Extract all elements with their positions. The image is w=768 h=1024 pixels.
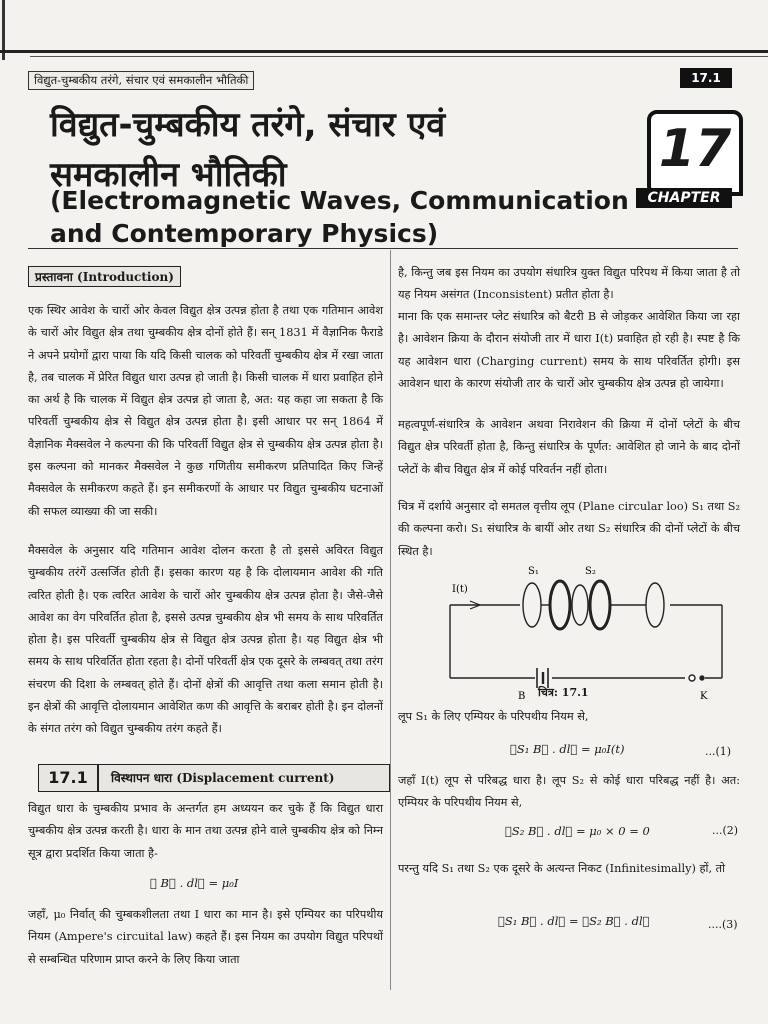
- header-rule: [0, 50, 768, 53]
- section-17-1-heading: [38, 764, 390, 792]
- breadcrumb: विद्युत-चुम्बकीय तरंगे, संचार एवं समकालीन भौतिकी: [28, 71, 254, 90]
- right-paragraph-2: माना कि एक समान्तर प्लेट संधारित्र को बैटरी B से जोड़कर आवेशित किया जा रहा है। आवेशन क्रिया के दौरान संयोजी तार में धारा I(t) प्रवाहित हो रही है। स्पष्ट है कि यह आवेशन धारा (Charging current) समय के साथ परिवर्तित होगी। इस आवेशन धारा के कारण संयोजी तार के चारों ओर चुम्बकीय क्षेत्र उत्पन्न हो जायेगा।: [398, 310, 740, 390]
- intro-paragraph-2: मैक्सवेल के अनुसार यदि गतिमान आवेश दोलन करता है तो इससे अविरत विद्युत चुम्बकीय तरंगें उत्सर्जित होती हैं। इसका कारण यह है कि दोलायमान आवेश की गति त्वरित होती है। एक त्वरित आवेश के चारों ओर चुम्बकीय क्षेत्र उत्पन्न होता है। जैसे-जैसे आवेश का वेग परिवर्तित होता है, इससे उत्पन्न चुम्बकीय क्षेत्र भी समय के साथ परिवर्तित होता है। इस परिवर्ती चुम्बकीय क्षेत्र से विद्युत क्षेत्र उत्पन्न होता है। यह विद्युत क्षेत्र भी समय के साथ परिवर्तित होता रहता है। दोनों परिवर्ती क्षेत्र एक दूसरे के लम्बवत् तथा तरंग संचरण की दिशा के लम्बवत् होते हैं। दोनों क्षेत्रों की आवृत्ति तथा कला समान होती है। इन क्षेत्रों की आवृत्ति दोलायमान आवेशित कण की आवृत्ति के बराबर होती है। इन दोलनों के संगत तरंग को विद्युत चुम्बकीय तरंग कहते हैं।: [28, 544, 383, 736]
- equation-2: ∮S₂ B⃗ . dl⃗ = μ₀ × 0 = 0: [505, 824, 650, 838]
- equation-3-number: ....(3): [708, 918, 738, 931]
- equation-1: ∮S₁ B⃗ . dl⃗ = μ₀I(t): [510, 742, 625, 756]
- chapter-number: 17: [658, 119, 732, 179]
- title-english-line2: and Contemporary Physics): [50, 219, 439, 248]
- equation-ampere: ∮ B⃗ . dl⃗ = μ₀I: [150, 876, 239, 890]
- chapter-label: CHAPTER: [636, 188, 732, 208]
- label-battery: B: [518, 691, 526, 700]
- key-contact-left: [689, 675, 695, 681]
- section-17-1-number: 17.1: [39, 765, 99, 791]
- loop-s1: [523, 583, 541, 627]
- figure-capacitor-circuit: [440, 560, 730, 700]
- right-paragraph-1: है, किन्तु जब इस नियम का उपयोग संधारित्र युक्त विद्युत परिपथ में किया जाता है तो यह नियम असंगत (Inconsistent) प्रतीत होता है।: [398, 266, 740, 302]
- displacement-paragraph-1: विद्युत धारा के चुम्बकीय प्रभाव के अन्तर्गत हम अध्ययन कर चुके हैं कि विद्युत धारा चुम्बकीय क्षेत्र उत्पन्न करती है। धारा के मान तथा उत्पन्न होने वाले चुम्बकीय क्षेत्र को निम्न सूत्र द्वारा प्रदर्शित किया जाता है-: [28, 802, 383, 860]
- section-17-1-title: विस्थापन धारा (Displacement current): [111, 771, 335, 785]
- title-hindi-line2: समकालीन भौतिकी: [50, 155, 287, 195]
- label-s2: S₂: [585, 566, 596, 577]
- title-divider: [28, 248, 738, 249]
- right-paragraph-5: लूप S₁ के लिए एम्पियर के परिपथीय नियम से,: [398, 710, 589, 723]
- intro-heading: प्रस्तावना (Introduction): [28, 266, 181, 287]
- right-paragraph-7: परन्तु यदि S₁ तथा S₂ एक दूसरे के अत्यन्त निकट (Infinitesimally) हों, तो: [398, 862, 725, 875]
- intro-paragraph-1: एक स्थिर आवेश के चारों ओर केवल विद्युत क्षेत्र उत्पन्न होता है तथा एक गतिमान आवेश के चारों ओर विद्युत क्षेत्र तथा चुम्बकीय क्षेत्र दोनों होते हैं। सन् 1831 में वैज्ञानिक फैराडे ने अपने प्रयोगों द्वारा पाया कि यदि किसी चालक को परिवर्ती चुम्बकीय क्षेत्र में रखा जाता है, तब चालक में प्रेरित विद्युत धारा उत्पन्न हो जाती है। किसी चालक में धारा प्रवाहित होने का अर्थ है कि चालक में विद्युत क्षेत्र उत्पन्न हो जाता है, अत: यह कहा जा सकता है कि परिवर्ती चुम्बकीय क्षेत्र से विद्युत क्षेत्र उत्पन्न होता है। इसी आधार पर सन् 1864 में वैज्ञानिक मैक्सवेल ने कल्पना की कि परिवर्ती विद्युत क्षेत्र से चुम्बकीय क्षेत्र उत्पन्न होता है। इस कल्पना को मानकर मैक्सवेल ने कुछ गणितीय समीकरण प्रतिपादित किए जिन्हें मैक्सवेल के समीकरण कहते हैं। इन समीकरणों के आधार पर विद्युत चुम्बकीय घटनाओं की सफल व्याख्या की जा सकी।: [28, 304, 383, 518]
- equation-3: ∮S₁ B⃗ . dl⃗ = ∮S₂ B⃗ . dl⃗: [498, 914, 650, 928]
- label-key: K: [700, 691, 708, 700]
- loop-s2: [572, 585, 588, 625]
- label-current: I(t): [452, 584, 468, 595]
- header-rule-thin: [30, 56, 768, 57]
- right-paragraph-6: जहाँ I(t) लूप से परिबद्ध धारा है। लूप S₂ से कोई धारा परिबद्ध नहीं है। अत: एम्पियर के परिपथीय नियम से,: [398, 774, 740, 810]
- loop-right: [646, 583, 664, 627]
- key-contact-right: [700, 676, 704, 680]
- capacitor-plate-right: [590, 581, 610, 629]
- right-paragraph-3: महत्वपूर्ण-संधारित्र के आवेशन अथवा निरावेशन की क्रिया में दोनों प्लेटों के बीच विद्युत क्षेत्र परिवर्ती होता है, किन्तु संधारित्र के पूर्णत: आवेशित हो जाने के बाद दोनों प्लेटों के बीच विद्युत क्षेत्र में कोई परिवर्तन नहीं होता।: [398, 418, 740, 476]
- equation-2-number: ...(2): [712, 824, 739, 837]
- column-divider: [390, 250, 391, 990]
- displacement-paragraph-2: जहाँ, μ₀ निर्वात् की चुम्बकशीलता तथा I धारा का मान है। इसे एम्पियर का परिपथीय नियम (Ampere's circuital law) कहते हैं। इस नियम का उपयोग विद्युत परिपथों से सम्बन्धित परिणाम प्राप्त करने के लिए किया जाता: [28, 908, 383, 966]
- capacitor-plate-left: [550, 581, 570, 629]
- label-s1: S₁: [528, 566, 539, 577]
- section-number-badge: 17.1: [680, 68, 732, 88]
- equation-1-number: ...(1): [705, 745, 732, 758]
- title-english-line1: (Electromagnetic Waves, Communication: [50, 186, 629, 215]
- page-title-english: [50, 184, 629, 250]
- figure-caption: चित्र: 17.1: [538, 686, 589, 699]
- right-paragraph-4: चित्र में दर्शाये अनुसार दो समतल वृत्तीय लूप (Plane circular loo) S₁ तथा S₂ की कल्पना करो। S₁ संधारित्र के बायीं ओर तथा S₂ संधारित्र की दोनों प्लेटों के बीच स्थित है।: [398, 500, 740, 558]
- title-hindi-line1: विद्युत-चुम्बकीय तरंगे, संचार एवं: [50, 105, 446, 145]
